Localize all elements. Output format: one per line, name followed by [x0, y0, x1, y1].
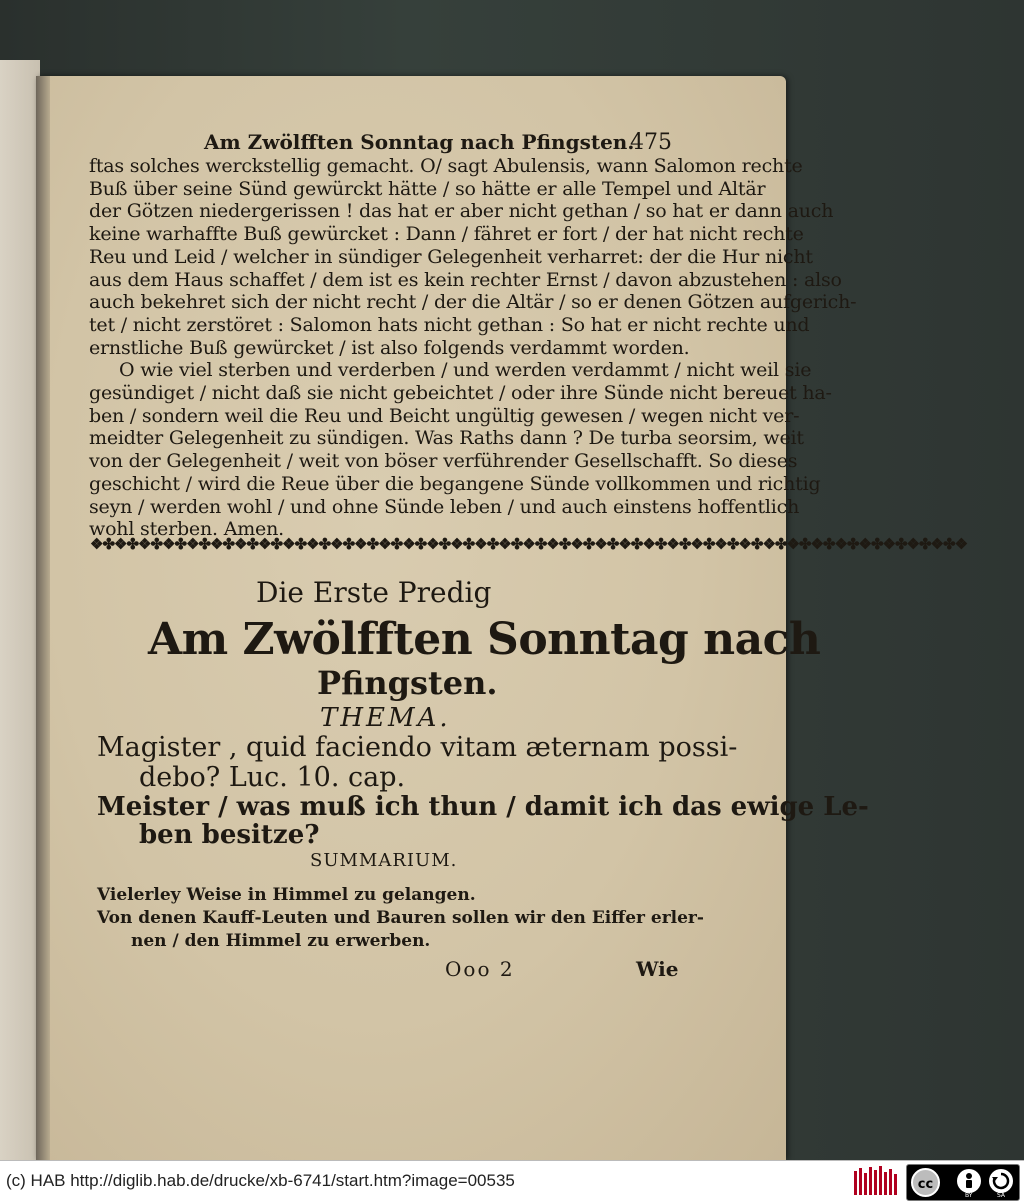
body-line: geschicht / wird die Reue über die begangene Sünde vollkommen und richtig — [89, 472, 821, 495]
summarium-label: SUMMARIUM. — [310, 850, 458, 871]
german-quote-line-2: ben besitze? — [139, 820, 320, 850]
summary-line-3: nen / den Himmel zu erwerben. — [131, 931, 431, 951]
body-line: tet / nicht zerstöret : Salomon hats nicht gethan : So hat er nicht rechte und — [89, 313, 810, 336]
body-line: ftas solches werckstellig gemacht. O/ sagt Abulensis, wann Salomon rechte — [89, 155, 803, 177]
body-line: Buß über seine Sünd gewürckt hätte / so hätte er alle Tempel und Altär — [89, 177, 766, 200]
body-line: ben / sondern weil die Reu und Beicht ungültig gewesen / wegen nicht ver- — [89, 404, 800, 427]
latin-quote-line-1: Magister , quid faciendo vitam æternam possi- — [97, 732, 738, 763]
cc-icon: cc — [911, 1168, 940, 1197]
sermon-pre-title: Die Erste Predig — [256, 576, 492, 609]
signature-mark: Ooo 2 — [445, 957, 515, 981]
body-line: wohl sterben. Amen. — [89, 518, 284, 541]
previous-page-edge — [0, 60, 40, 1160]
footer-bar — [0, 1160, 1024, 1202]
page-number: 475 — [630, 130, 672, 155]
license-badge[interactable] — [906, 1164, 1020, 1201]
by-label: BY — [965, 1192, 973, 1199]
body-line: der Götzen niedergerissen ! das hat er aber nicht gethan / so hat er dann auch — [89, 200, 834, 223]
by-icon — [957, 1169, 981, 1193]
body-line: meidter Gelegenheit zu sündigen. Was Raths dann ? De turba seorsim, weit — [89, 427, 804, 450]
body-line: von der Gelegenheit / weit von böser verführender Gesellschafft. So dieses — [89, 450, 798, 473]
sa-icon — [989, 1169, 1013, 1193]
body-line: seyn / werden wohl / und ohne Sünde leben / und auch einstens hoffentlich — [89, 495, 800, 518]
page-gutter — [36, 76, 50, 1160]
body-line: gesündiget / nicht daß sie nicht gebeichtet / oder ihre Sünde nicht bereuet ha- — [89, 382, 832, 404]
latin-quote-line-2: debo? Luc. 10. cap. — [139, 762, 406, 793]
body-line: auch bekehret sich der nicht recht / der die Altär / so er denen Götzen aufgerich- — [89, 291, 857, 314]
body-line: aus dem Haus schaffet / dem ist es kein rechter Ernst / davon abzustehen : also — [89, 268, 842, 291]
copyright-link[interactable]: (c) HAB http://diglib.hab.de/drucke/xb-6741/start.htm?image=00535 — [6, 1171, 515, 1190]
catchword: Wie — [636, 957, 679, 981]
running-head: Am Zwölfften Sonntag nach Pfingsten. — [204, 130, 635, 154]
body-line: O wie viel sterben und verderben / und werden verdammt / nicht weil sie — [119, 359, 812, 382]
ornament-divider: ❖✤❖✤❖✤❖✤❖✤❖✤❖✤❖✤❖✤❖✤❖✤❖✤❖✤❖✤❖✤❖✤❖✤❖✤❖✤❖✤❖✤❖✤❖✤❖✤❖✤❖✤❖✤❖✤❖✤❖✤❖✤❖✤❖✤❖✤❖✤❖✤❖ — [90, 535, 968, 553]
body-line: keine warhaffte Buß gewürcket : Dann / fähret er fort / der hat nicht rechte — [89, 223, 804, 246]
hab-logo-icon — [852, 1165, 898, 1198]
summary-line-1: Vielerley Weise in Himmel zu gelangen. — [97, 885, 476, 905]
german-quote-line-1: Meister / was muß ich thun / damit ich das ewige Le- — [97, 792, 869, 822]
sermon-title-line-2: Pfingsten. — [317, 664, 498, 702]
sa-label: SA — [997, 1192, 1006, 1199]
body-line: ernstliche Buß gewürcket / ist also folgends verdammt worden. — [89, 336, 690, 359]
sermon-title-line-1: Am Zwölfften Sonntag nach — [148, 614, 821, 665]
thema-label: THEMA. — [320, 703, 451, 733]
summary-line-2: Von denen Kauff-Leuten und Bauren sollen wir den Eiffer erler- — [97, 908, 704, 928]
body-line: Reu und Leid / welcher in sündiger Gelegenheit verharret: der die Hur nicht — [89, 245, 813, 268]
